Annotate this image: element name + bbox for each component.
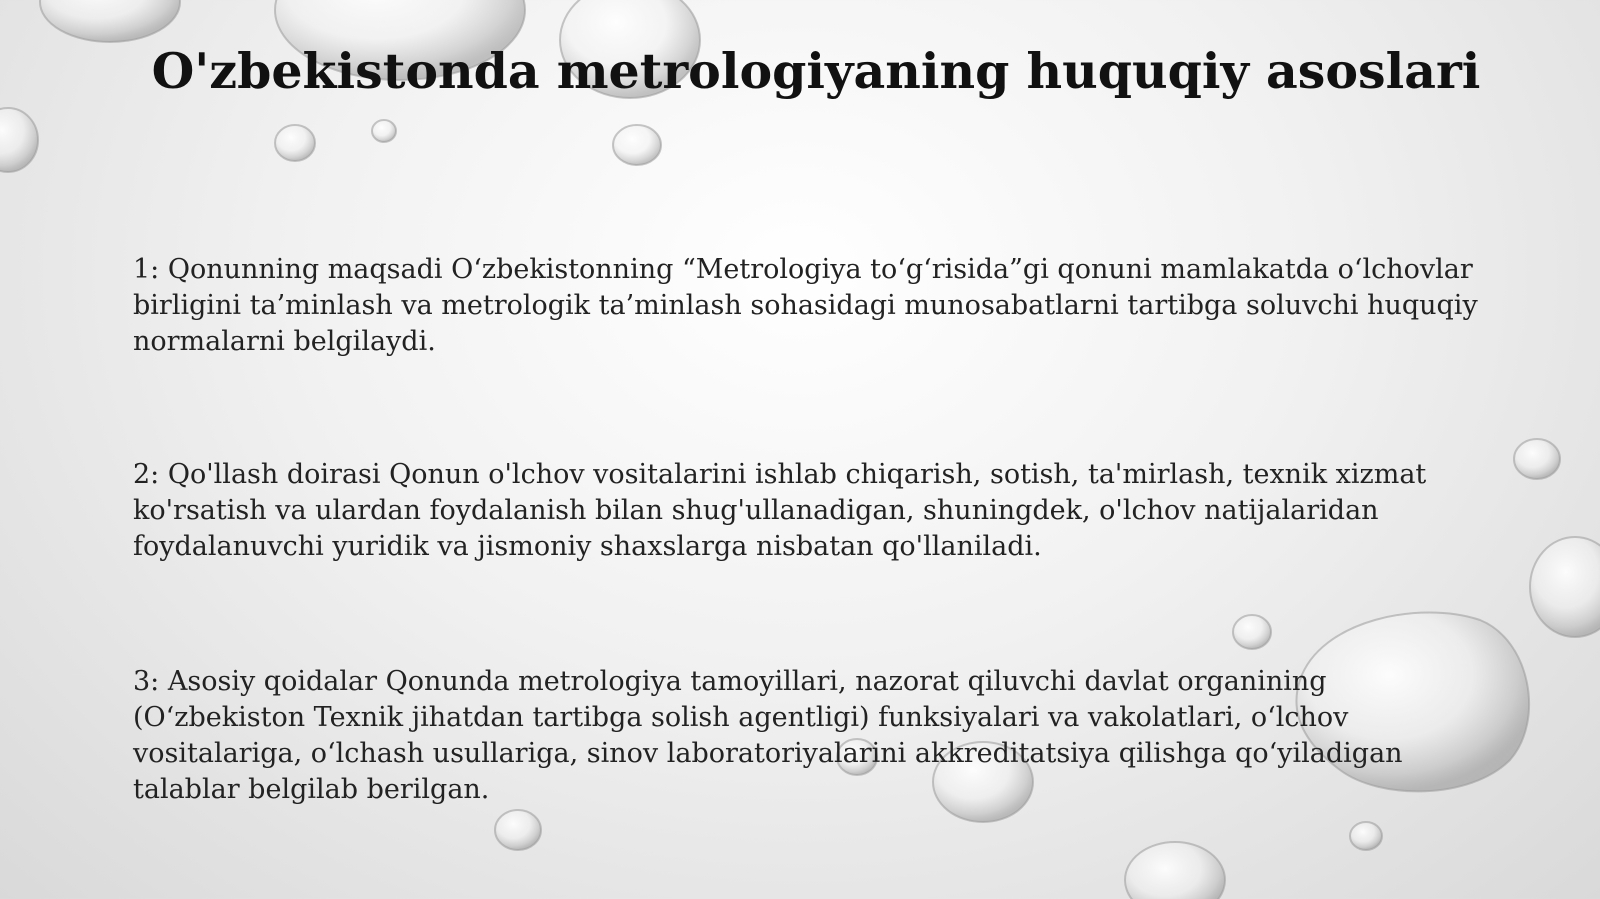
bullet-item-3: 3: Asosiy qoidalar Qonunda metrologiya tamoyillari, nazorat qiluvchi davlat organining (O‘zbekiston Texnik jihatdan tartibga solish agentligi) funksiyalari va vakolatlari, o‘lchov vositalariga, o‘lchash usullariga, sinov laboratoriyalarini akkreditatsiya qilishga qo‘yiladigan talablar belgilab berilgan.	[133, 666, 1403, 805]
water-drop	[0, 108, 38, 172]
slide-title: O'zbekistonda metrologiyaning huquqiy asoslari	[151, 42, 1481, 100]
water-drop	[1125, 842, 1225, 899]
bullet-item-1: 1: Qonunning maqsadi O‘zbekistonning “Metrologiya to‘g‘risida”gi qonuni mamlakatda o‘lchovlar birligini ta’minlash va metrologik ta’minlash sohasidagi munosabatlarni tartibga soluvchi huquqiy normalarni belgilaydi.	[133, 254, 1478, 357]
water-drop	[1530, 537, 1600, 637]
water-drop	[40, 0, 180, 42]
water-drop	[495, 810, 541, 850]
water-drop	[275, 125, 315, 161]
water-drop	[1233, 615, 1271, 649]
water-drop	[1350, 822, 1382, 850]
water-drop	[1514, 439, 1560, 479]
bullet-item-2: 2: Qo'llash doirasi Qonun o'lchov vositalarini ishlab chiqarish, sotish, ta'mirlash, texnik xizmat ko'rsatish va ulardan foydalanish bilan shug'ullanadigan, shuningdek, o'lchov natijalaridan foydalanuvchi yuridik va jismoniy shaxslarga nisbatan qo'llaniladi.	[133, 459, 1427, 562]
water-drop	[372, 120, 396, 142]
water-drop	[613, 125, 661, 165]
